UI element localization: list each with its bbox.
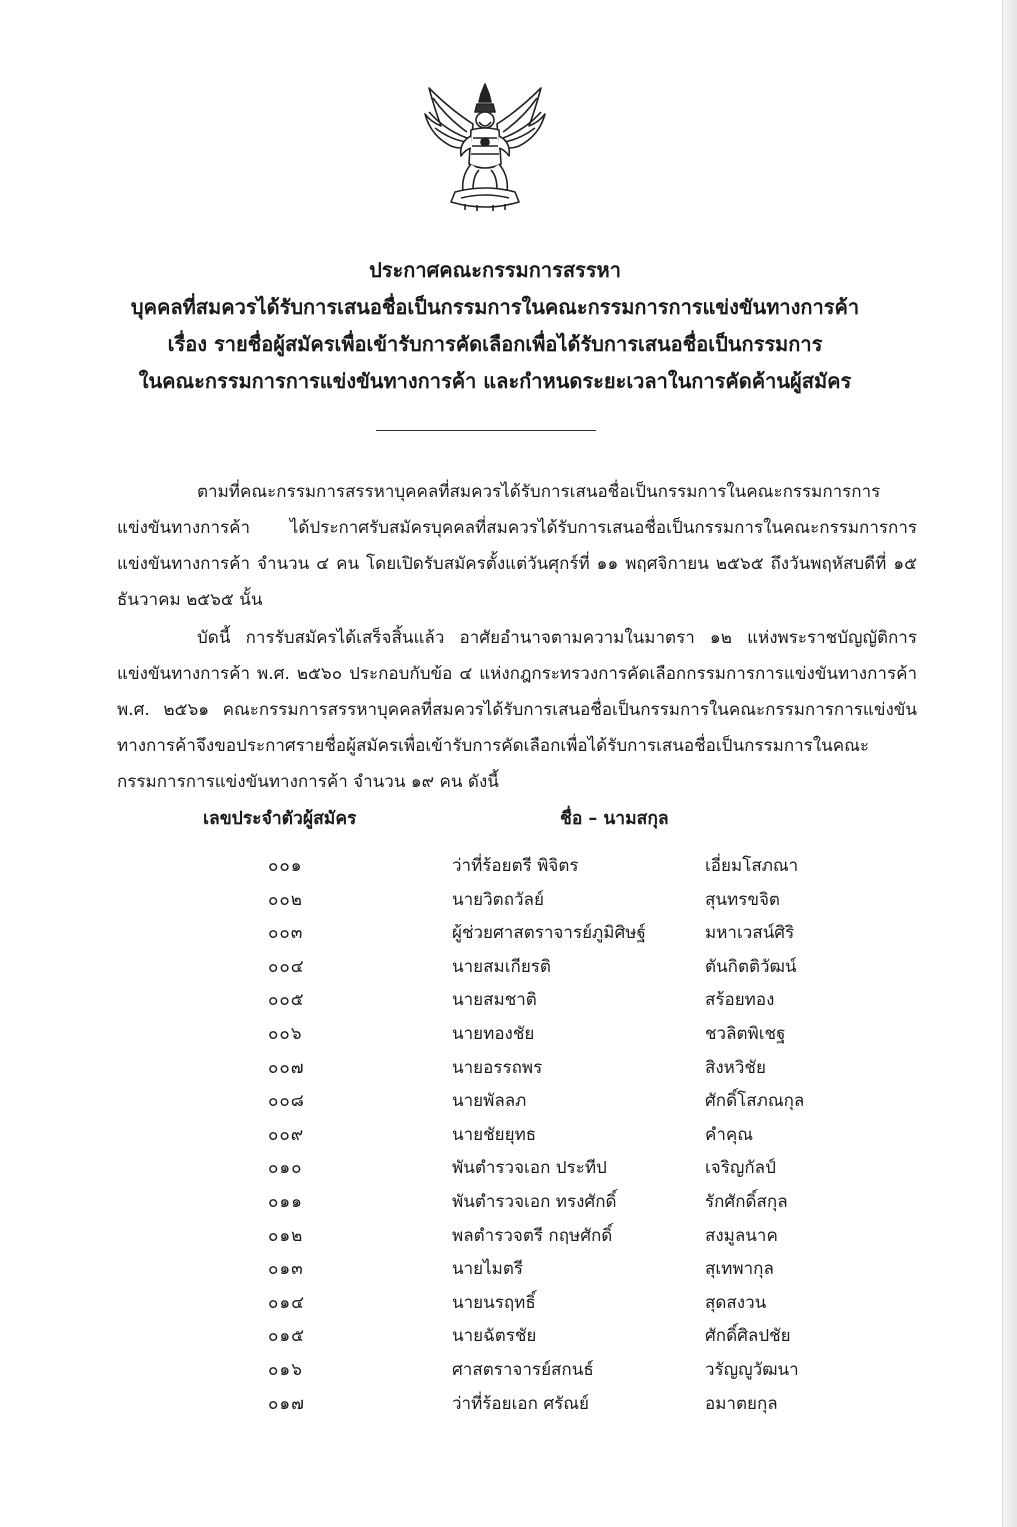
candidate-first-name: นายอรรถพร [452,1057,543,1078]
title-line-1: ประกาศคณะกรรมการสรรหา [369,258,621,282]
candidate-list-header [0,800,1017,834]
candidate-last-name: สุนทรขจิต [705,889,780,910]
list-item [0,1050,1017,1084]
candidate-id: ๐๑๕ [268,1326,306,1347]
garuda-emblem-icon [421,80,549,212]
candidate-id: ๐๑๔ [268,1292,306,1313]
candidate-last-name: ศักดิ์ศิลปชัย [705,1326,791,1347]
list-item [0,1285,1017,1319]
candidate-id: ๐๐๓ [268,923,304,944]
candidate-id: ๐๑๖ [268,1359,303,1380]
candidate-last-name: สุเทพากุล [705,1259,774,1280]
candidate-first-name: ว่าที่ร้อยตรี พิจิตร [452,856,579,876]
list-item [0,1352,1017,1386]
candidate-last-name: คำคุณ [705,1124,754,1145]
candidate-last-name: มหาเวสน์ศิริ [705,923,795,944]
candidate-last-name: สงมูลนาค [705,1225,778,1246]
candidate-first-name: พลตำรวจตรี กฤษศักดิ์ [452,1225,613,1246]
list-item [0,848,1017,882]
announcement-title [60,252,930,400]
title-line-2: บุคคลที่สมควรได้รับการเสนอชื่อเป็นกรรมการในคณะกรรมการการแข่งขันทางการค้า [130,295,860,319]
list-item [0,1218,1017,1252]
candidate-id: ๐๐๗ [268,1057,305,1078]
list-item [0,1150,1017,1184]
header-candidate-id: เลขประจำตัวผู้สมัคร [203,809,357,829]
candidate-first-name: นายสมเกียรติ [452,956,551,977]
candidate-last-name: ตันกิตติวัฒน์ [705,956,797,977]
candidate-id: ๐๑๒ [268,1225,304,1246]
candidate-last-name: สร้อยทอง [705,990,775,1011]
candidate-last-name: สุดสงวน [705,1292,767,1313]
candidate-id: ๐๐๖ [268,1023,303,1044]
candidate-id: ๐๑๓ [268,1259,304,1280]
candidate-id: ๐๐๑ [268,856,303,876]
candidate-id: ๐๐๘ [268,1091,305,1112]
candidate-first-name: นายทองชัย [452,1023,535,1044]
candidate-last-name: สิงหวิชัย [705,1057,766,1078]
candidate-first-name: นายนรฤทธิ์ [452,1292,536,1313]
list-item [0,1251,1017,1285]
body-paragraph-1 [117,474,917,618]
candidate-first-name: ผู้ช่วยศาสตราจารย์ภูมิศิษฐ์ [452,923,646,944]
candidate-first-name: พันตำรวจเอก ทรงศักดิ์ [452,1191,617,1212]
candidate-first-name: นายพัลลภ [452,1091,527,1112]
candidate-last-name: ศักดิ์โสภณกุล [705,1091,805,1112]
paragraph-1-text: ตามที่คณะกรรมการสรรหาบุคคลที่สมควรได้รับการเสนอชื่อเป็นกรรมการในคณะกรรมการการแข่งขันทางการค้า ได้ประกาศรับสมัครบุคคลที่สมควรได้รับการเสนอชื่อเป็นกรรมการในคณะกรรมการการแข่งขันทางการค้า จำนวน ๔ คน โดยเปิดรับสมัครตั้งแต่วันศุกร์ที่ ๑๑ พฤศจิกายน ๒๕๖๕ ถึงวันพฤหัสบดีที่ ๑๕ ธันวาคม ๒๕๖๕ นั้น [117,482,917,610]
candidate-id: ๐๑๗ [268,1393,305,1414]
candidate-id: ๐๑๑ [268,1191,303,1212]
candidate-first-name: นายไมตรี [452,1259,524,1280]
candidate-id: ๐๐๒ [268,889,303,910]
list-item [0,1386,1017,1420]
list-item [0,882,1017,916]
candidate-first-name: นายฉัตรชัย [452,1326,537,1347]
candidate-id: ๐๐๕ [268,990,305,1011]
candidate-last-name: เจริญกัลป์ [705,1158,776,1179]
body-paragraph-2 [117,620,917,800]
list-item [0,1184,1017,1218]
candidate-first-name: ว่าที่ร้อยเอก ศรัณย์ [452,1393,589,1414]
list-item [0,1117,1017,1151]
candidate-first-name: นายชัยยุทธ [452,1124,537,1145]
candidate-id: ๐๑๐ [268,1158,303,1179]
list-item [0,982,1017,1016]
candidate-first-name: ศาสตราจารย์สกนธ์ [452,1359,594,1380]
candidate-first-name: พันตำรวจเอก ประทีป [452,1158,607,1179]
list-item [0,915,1017,949]
candidate-last-name: ชวลิตพิเชฐ [705,1023,786,1044]
title-line-3: เรื่อง รายชื่อผู้สมัครเพื่อเข้ารับการคัดเลือกเพื่อได้รับการเสนอชื่อเป็นกรรมการ [167,332,823,356]
header-full-name: ชื่อ – นามสกุล [560,809,669,829]
candidate-last-name: อมาตยกุล [705,1393,778,1414]
list-item [0,1318,1017,1352]
candidate-id: ๐๐๔ [268,956,305,977]
title-divider [376,430,596,431]
candidate-last-name: รักศักดิ์สกุล [705,1191,788,1212]
candidate-first-name: นายวิตถวัลย์ [452,889,544,910]
candidate-list [0,848,1017,1419]
candidate-last-name: เอี่ยมโสภณา [705,856,799,876]
title-line-4: ในคณะกรรมการการแข่งขันทางการค้า และกำหนดระยะเวลาในการคัดค้านผู้สมัคร [138,369,852,393]
candidate-id: ๐๐๙ [268,1124,305,1145]
candidate-first-name: นายสมชาติ [452,990,537,1011]
list-item [0,949,1017,983]
candidate-last-name: วรัญญูวัฒนา [705,1359,799,1380]
paragraph-2-text: บัดนี้ การรับสมัครได้เสร็จสิ้นแล้ว อาศัยอำนาจตามความในมาตรา ๑๒ แห่งพระราชบัญญัติการแข่งขันทางการค้า พ.ศ. ๒๕๖๐ ประกอบกับข้อ ๔ แห่งกฎกระทรวงการคัดเลือกกรรมการการแข่งขันทางการค้า พ.ศ. ๒๕๖๑ คณะกรรมการสรรหาบุคคลที่สมควรได้รับการเสนอชื่อเป็นกรรมการในคณะกรรมการการแข่งขันทางการค้าจึงขอประกาศรายชื่อผู้สมัครเพื่อเข้ารับการคัดเลือกเพื่อได้รับการเสนอชื่อเป็นกรรมการในคณะกรรมการการแข่งขันทางการค้า จำนวน ๑๙ คน ดังนี้ [117,628,917,792]
list-item [0,1016,1017,1050]
list-item [0,1083,1017,1117]
